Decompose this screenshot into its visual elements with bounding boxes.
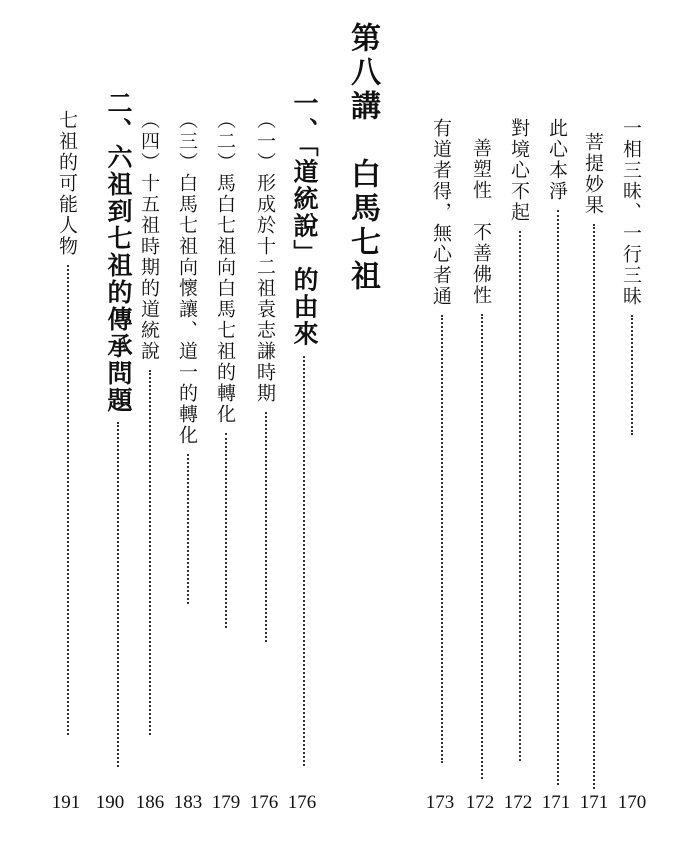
page-number: 170: [617, 792, 647, 813]
toc-sub-two-one[interactable]: [54, 110, 81, 735]
toc-sub-one-two[interactable]: [212, 110, 239, 628]
page-number: 176: [287, 792, 317, 813]
toc-entry-text: 對境心不起: [508, 118, 530, 223]
page-number: 186: [135, 792, 165, 813]
page-number: 171: [579, 792, 609, 813]
toc-entry-text: （一）形成於十二祖袁志謙時期: [254, 110, 276, 404]
toc-entry-text: 菩提妙果: [582, 132, 604, 216]
leader-dots: [593, 224, 595, 789]
leader-dots: [149, 370, 151, 735]
leader-dots: [187, 454, 189, 604]
toc-sub-one-three[interactable]: [174, 110, 201, 604]
lecture-title-text: 第八講 白馬七祖: [345, 22, 380, 294]
toc-section-one[interactable]: [286, 90, 322, 766]
section-title-text: 一、「道統說」的由來: [290, 90, 319, 348]
page-number: 176: [249, 792, 279, 813]
leader-dots: [519, 231, 521, 761]
leader-dots: [631, 315, 633, 435]
toc-entry-text: 七祖的可能人物: [56, 110, 78, 257]
toc-entry-no-mind[interactable]: [428, 118, 455, 763]
toc-entry-pure-mind[interactable]: [544, 118, 571, 785]
lecture-title: [340, 22, 384, 294]
page-number: 183: [173, 792, 203, 813]
toc-entry-buddha-nature[interactable]: [468, 138, 495, 779]
leader-dots: [557, 210, 559, 785]
toc-entry-unmoved-mind[interactable]: [506, 118, 533, 761]
page-number: 172: [465, 792, 495, 813]
page-number: 179: [211, 792, 241, 813]
leader-dots: [481, 314, 483, 779]
leader-dots: [117, 422, 119, 767]
toc-entry-samadhi[interactable]: [618, 118, 645, 435]
leader-dots: [265, 412, 267, 642]
page-number: 190: [95, 792, 125, 813]
toc-entry-text: 善塑性 不善佛性: [470, 138, 492, 306]
leader-dots: [303, 356, 305, 766]
toc-section-two[interactable]: [100, 90, 136, 767]
section-title-text: 二、六祖到七祖的傳承問題: [104, 90, 133, 414]
toc-entry-bodhi[interactable]: [580, 132, 607, 789]
toc-entry-text: （二）馬白七祖向白馬七祖的轉化: [214, 110, 236, 425]
toc-entry-text: （四）十五祖時期的道統說: [138, 110, 160, 362]
page-number: 172: [503, 792, 533, 813]
page-number: 191: [51, 792, 81, 813]
toc-entry-text: （三）白馬七祖向懷讓、道一的轉化: [176, 110, 198, 446]
toc-sub-one-one[interactable]: [252, 110, 279, 642]
leader-dots: [67, 265, 69, 735]
toc-entry-text: 此心本淨: [546, 118, 568, 202]
page-number: 171: [541, 792, 571, 813]
leader-dots: [441, 315, 443, 763]
toc-sub-one-four[interactable]: [136, 110, 163, 735]
toc-entry-text: 有道者得，無心者通: [430, 118, 452, 307]
page-number: 173: [425, 792, 455, 813]
toc-entry-text: 一相三昧、一行三昧: [620, 118, 642, 307]
leader-dots: [225, 433, 227, 628]
